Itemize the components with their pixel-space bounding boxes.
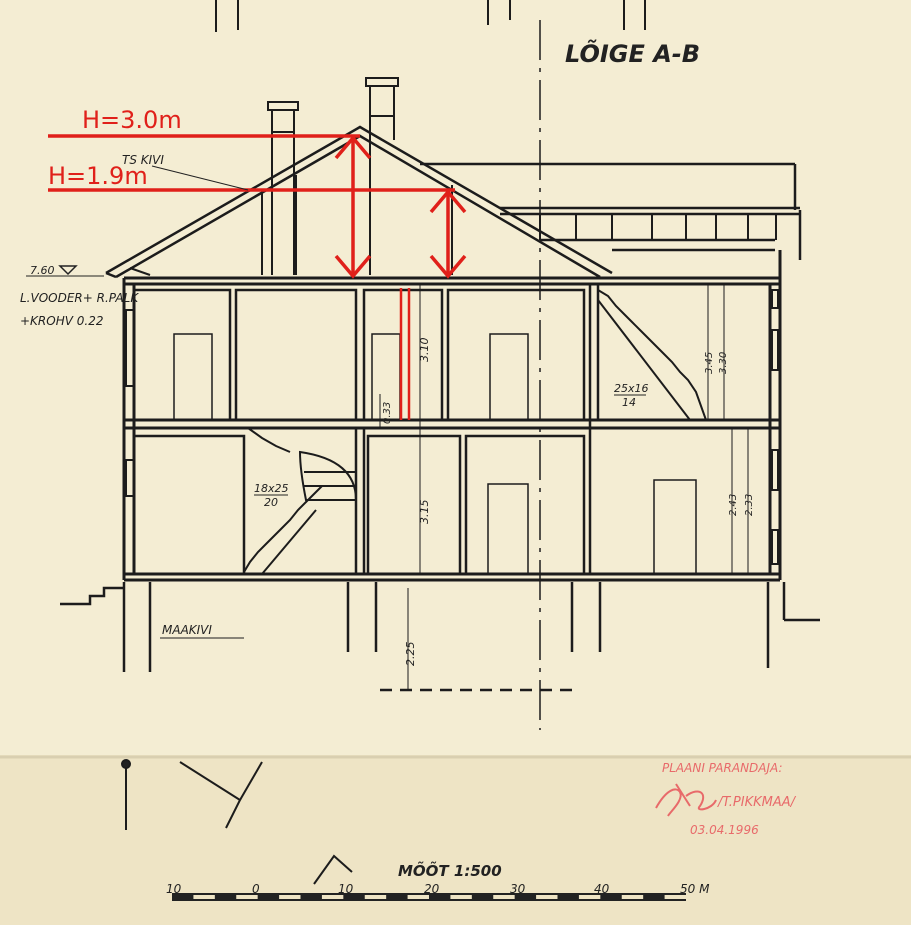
- drawing-title: LÕIGE A-B: [565, 40, 701, 68]
- roof-material-label: TS KIVI: [122, 153, 164, 167]
- dim-right-lower-a: 2.43: [728, 493, 739, 516]
- scale-segment: [558, 894, 579, 900]
- dim-right-upper-a: 3.45: [704, 351, 715, 374]
- dim-upper-floor: 3.10: [418, 337, 431, 362]
- scale-tick-label: 20: [424, 882, 440, 896]
- ceiling-note-1: L.VOODER+ R.PALK: [20, 291, 139, 305]
- correction-label: PLAANI PARANDAJA:: [662, 761, 783, 775]
- scale-segment: [258, 894, 279, 900]
- dim-lower-floor: 3.15: [418, 499, 431, 524]
- scale-tick-label: 40: [594, 882, 610, 896]
- scale-segment: [215, 894, 236, 900]
- dim-slab: 0.33: [382, 401, 393, 424]
- stair-upper-spec: 25x16: [614, 382, 649, 395]
- stair-upper-count: 14: [622, 396, 636, 409]
- stair-lower-spec: 18x25: [254, 482, 289, 495]
- scale-segment: [472, 894, 493, 900]
- scale-segment: [301, 894, 322, 900]
- h-mid-label: H=1.9m: [48, 162, 148, 190]
- h-top-label: H=3.0m: [82, 106, 182, 134]
- ceiling-note-2: +KROHV 0.22: [20, 314, 104, 328]
- foundation-label: MAAKIVI: [162, 623, 212, 637]
- scale-tick-label: 10: [166, 882, 182, 896]
- scale-tick-label: 50 M: [680, 882, 710, 896]
- correction-name: /T.PIKKMAA/: [718, 795, 796, 810]
- scale-tick-label: 30: [510, 882, 526, 896]
- scale-segment: [386, 894, 407, 900]
- scale-label: MÕÕT 1:500: [398, 862, 502, 880]
- correction-date: 03.04.1996: [690, 823, 759, 837]
- dim-right-lower-b: 2.33: [744, 493, 755, 516]
- scale-tick-label: 0: [252, 882, 260, 896]
- eave-level-label: 7.60: [30, 264, 55, 277]
- dim-foundation: 2.25: [404, 641, 417, 666]
- dim-right-upper-b: 3.30: [718, 351, 729, 374]
- scale-tick-label: 10: [338, 882, 354, 896]
- stair-lower-count: 20: [264, 496, 278, 509]
- scale-segment: [643, 894, 664, 900]
